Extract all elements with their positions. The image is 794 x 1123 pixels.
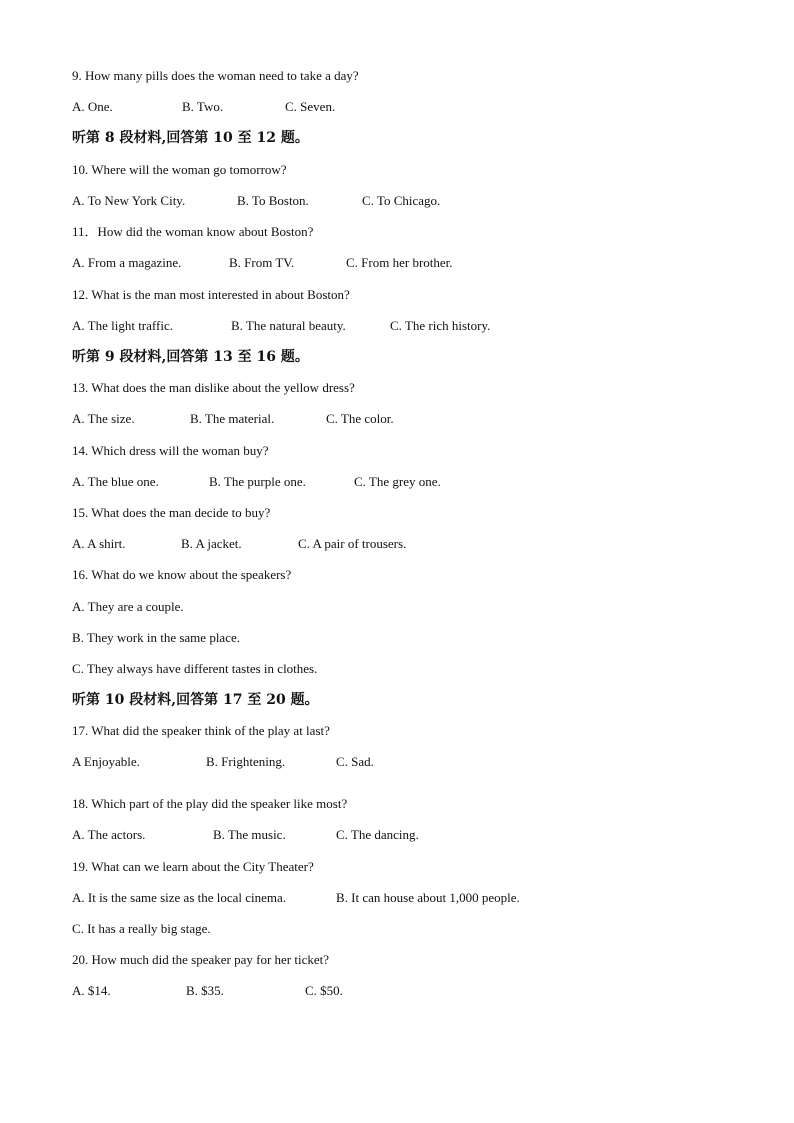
question-text: 15. What does the man decide to buy? [72,505,271,520]
answer-option: A. The blue one. [72,474,159,489]
answer-option: A Enjoyable. [72,754,140,769]
answer-option: B. To Boston. [237,193,309,208]
answer-option: C. Sad. [336,754,374,769]
question-text: 13. What does the man dislike about the yellow dress? [72,380,355,395]
answer-option: C. The rich history. [390,318,491,333]
answer-option: C. The grey one. [354,474,441,489]
answer-option: B. The material. [190,411,275,426]
answer-option: B. Frightening. [206,754,286,769]
answer-option: A. From a magazine. [72,255,182,270]
answer-option: A. The size. [72,411,135,426]
question-text: 12. What is the man most interested in about Boston? [72,287,350,302]
question-text: 9. How many pills does the woman need to take a day? [72,68,359,83]
answer-option: A. To New York City. [72,193,186,208]
question-text: 19. What can we learn about the City Theater? [72,859,314,874]
question-text: A. They are a couple. [72,599,184,614]
question-text: 11．How did the woman know about Boston? [72,224,314,239]
question-text: 10. Where will the woman go tomorrow? [72,162,287,177]
section-heading: 听第 9 段材料,回答第 13 至 16 题。 [72,349,309,365]
answer-option: A. The light traffic. [72,318,173,333]
answer-option: B. $35. [186,983,224,998]
answer-option: B. The natural beauty. [231,318,346,333]
section-heading: 听第 8 段材料,回答第 10 至 12 题。 [72,130,309,146]
answer-option: A. One. [72,99,113,114]
question-text: C. They always have different tastes in clothes. [72,661,318,676]
question-text: 14. Which dress will the woman buy? [72,443,269,458]
answer-option: C. A pair of trousers. [298,536,407,551]
question-text: B. They work in the same place. [72,630,240,645]
answer-option: B. From TV. [229,255,295,270]
question-text: 18. Which part of the play did the speaker like most? [72,796,348,811]
question-text: 20. How much did the speaker pay for her ticket? [72,952,330,967]
answer-option: C. $50. [305,983,343,998]
question-text: 16. What do we know about the speakers? [72,567,292,582]
answer-option: C. Seven. [285,99,336,114]
answer-option: C. The color. [326,411,394,426]
section-heading: 听第 10 段材料,回答第 17 至 20 题。 [72,692,319,708]
answer-option: C. The dancing. [336,827,419,842]
answer-option: A. The actors. [72,827,146,842]
answer-option: A. A shirt. [72,536,126,551]
answer-option: C. From her brother. [346,255,453,270]
answer-option: B. A jacket. [181,536,242,551]
answer-option: B. The music. [213,827,286,842]
answer-option: A. $14. [72,983,111,998]
answer-option: A. It is the same size as the local cinema. [72,890,287,905]
answer-option: B. Two. [182,99,224,114]
answer-option: B. The purple one. [209,474,306,489]
question-text: C. It has a really big stage. [72,921,211,936]
answer-option: B. It can house about 1,000 people. [336,890,520,905]
question-text: 17. What did the speaker think of the play at last? [72,723,330,738]
answer-option: C. To Chicago. [362,193,441,208]
